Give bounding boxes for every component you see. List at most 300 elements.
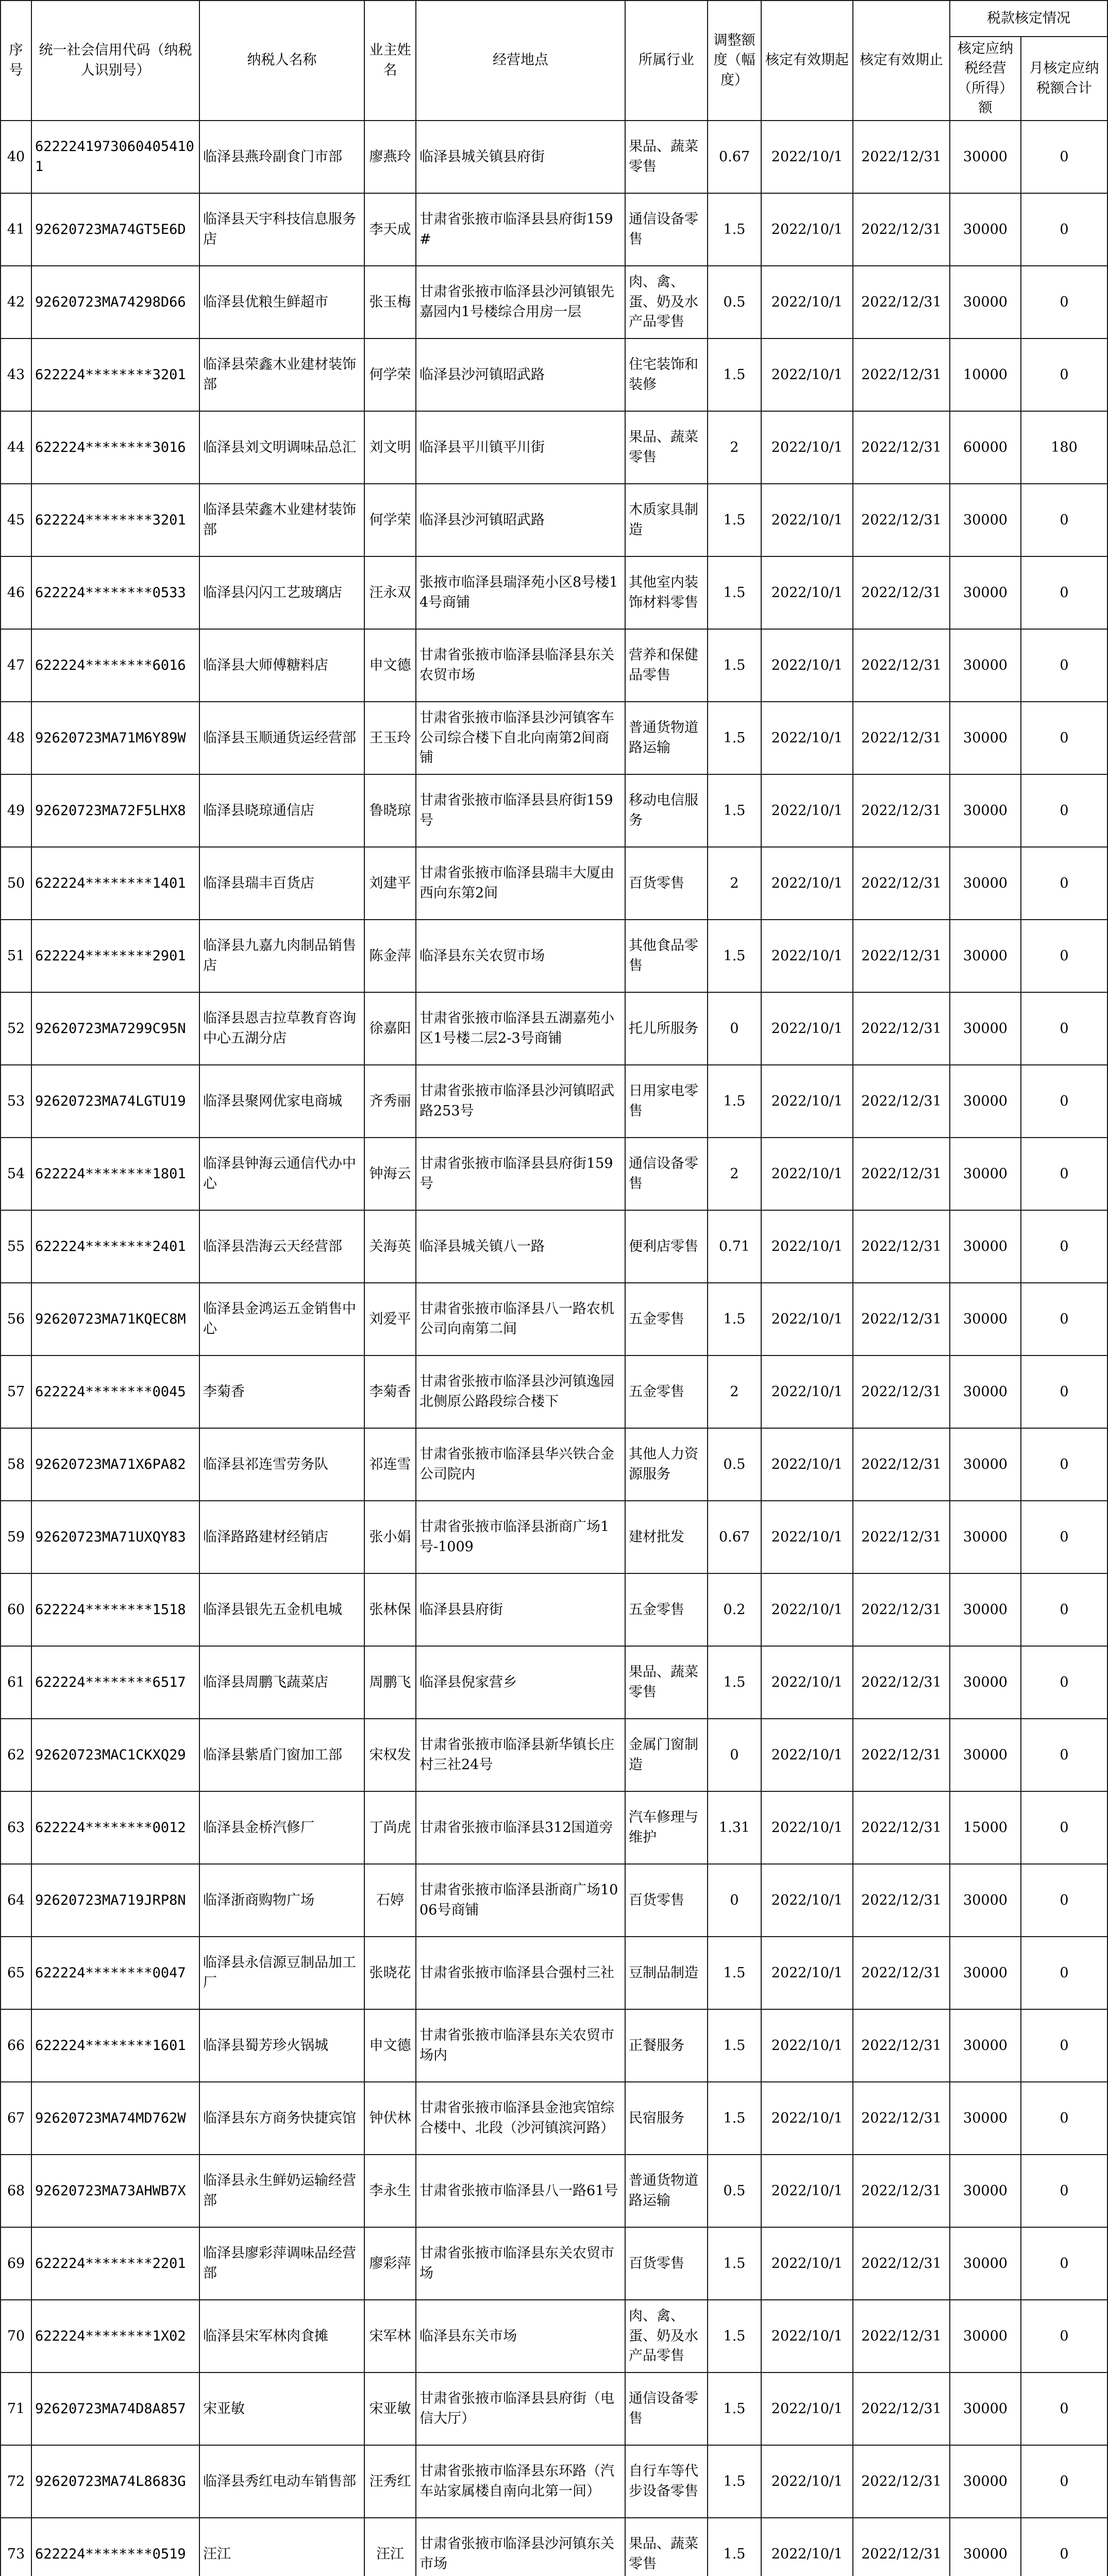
cell-valid-from: 2022/10/1 [761,411,853,484]
cell-credit-code: 92620723MAC1CKXQ29 [31,1719,199,1791]
cell-valid-from: 2022/10/1 [761,847,853,920]
cell-taxpayer-name: 临泽县九嘉九肉制品销售店 [199,920,364,992]
cell-valid-to: 2022/12/31 [853,1428,950,1501]
cell-adjust-rate: 0.5 [708,2155,761,2227]
cell-monthly-tax: 0 [1021,121,1107,193]
cell-credit-code: 622224********1X02 [31,2300,199,2372]
cell-industry: 百货零售 [625,2227,708,2300]
cell-monthly-tax: 0 [1021,1501,1107,1573]
cell-industry: 果品、蔬菜零售 [625,2518,708,2576]
cell-industry: 果品、蔬菜零售 [625,411,708,484]
cell-taxpayer-name: 临泽县蜀芳珍火锅城 [199,2009,364,2082]
cell-address: 甘肃省张掖市临泽县县府街159# [416,193,625,266]
cell-valid-to: 2022/12/31 [853,992,950,1065]
cell-assessed-revenue: 30000 [950,1719,1021,1791]
cell-adjust-rate: 1.5 [708,2518,761,2576]
cell-owner-name: 廖燕玲 [364,121,416,193]
header-row-1 [1,1,1107,37]
cell-valid-from: 2022/10/1 [761,338,853,411]
cell-monthly-tax: 0 [1021,1646,1107,1719]
cell-adjust-rate: 1.5 [708,629,761,702]
table-row [1,1937,1107,2009]
cell-seq: 73 [1,2518,31,2576]
cell-valid-to: 2022/12/31 [853,266,950,338]
cell-valid-to: 2022/12/31 [853,2227,950,2300]
cell-seq: 63 [1,1791,31,1864]
cell-credit-code: 622224********6517 [31,1646,199,1719]
table-row [1,629,1107,702]
cell-address: 甘肃省张掖市临泽县东关农贸市场内 [416,2009,625,2082]
table-row [1,1791,1107,1864]
cell-assessed-revenue: 30000 [950,1283,1021,1355]
table-row [1,121,1107,193]
table-row [1,411,1107,484]
cell-valid-to: 2022/12/31 [853,1283,950,1355]
table-header [1,1,1107,121]
cell-address: 甘肃省张掖市临泽县合强村三社 [416,1937,625,2009]
cell-valid-from: 2022/10/1 [761,1791,853,1864]
cell-owner-name: 齐秀丽 [364,1065,416,1138]
cell-assessed-revenue: 30000 [950,774,1021,847]
table-row [1,193,1107,266]
cell-owner-name: 徐嘉阳 [364,992,416,1065]
table-row [1,484,1107,556]
cell-valid-from: 2022/10/1 [761,1573,853,1646]
cell-address: 甘肃省张掖市临泽县县府街（电信大厅） [416,2372,625,2445]
cell-adjust-rate: 1.5 [708,2300,761,2372]
cell-valid-from: 2022/10/1 [761,193,853,266]
header-adjust-rate: 调整额度（幅度） [708,1,761,121]
table-row [1,920,1107,992]
cell-taxpayer-name: 临泽县周鹏飞蔬菜店 [199,1646,364,1719]
cell-adjust-rate: 2 [708,847,761,920]
cell-valid-to: 2022/12/31 [853,1138,950,1210]
cell-industry: 其他食品零售 [625,920,708,992]
cell-assessed-revenue: 30000 [950,847,1021,920]
cell-adjust-rate: 0 [708,1864,761,1937]
cell-address: 甘肃省张掖市临泽县华兴铁合金公司院内 [416,1428,625,1501]
cell-adjust-rate: 0.2 [708,1573,761,1646]
cell-address: 甘肃省张掖市临泽县312国道旁 [416,1791,625,1864]
table-row [1,338,1107,411]
cell-seq: 72 [1,2445,31,2518]
table-row [1,1719,1107,1791]
cell-credit-code: 622224********0533 [31,556,199,629]
table-row [1,1573,1107,1646]
cell-address: 甘肃省张掖市临泽县沙河镇东关市场 [416,2518,625,2576]
cell-assessed-revenue: 30000 [950,702,1021,774]
cell-industry: 移动电信服务 [625,774,708,847]
cell-owner-name: 何学荣 [364,338,416,411]
cell-valid-to: 2022/12/31 [853,1791,950,1864]
cell-address: 甘肃省张掖市临泽县浙商广场1006号商铺 [416,1864,625,1937]
table-row [1,2300,1107,2372]
cell-valid-to: 2022/12/31 [853,2518,950,2576]
cell-valid-to: 2022/12/31 [853,2009,950,2082]
cell-address: 临泽县东关农贸市场 [416,920,625,992]
cell-owner-name: 石婷 [364,1864,416,1937]
cell-valid-from: 2022/10/1 [761,2155,853,2227]
cell-seq: 55 [1,1210,31,1283]
cell-monthly-tax: 0 [1021,629,1107,702]
cell-seq: 45 [1,484,31,556]
cell-valid-from: 2022/10/1 [761,2227,853,2300]
cell-adjust-rate: 1.5 [708,702,761,774]
cell-seq: 49 [1,774,31,847]
cell-adjust-rate: 1.5 [708,1937,761,2009]
cell-assessed-revenue: 30000 [950,1573,1021,1646]
cell-valid-from: 2022/10/1 [761,774,853,847]
cell-assessed-revenue: 30000 [950,484,1021,556]
cell-assessed-revenue: 30000 [950,266,1021,338]
cell-credit-code: 622224********3201 [31,338,199,411]
cell-valid-to: 2022/12/31 [853,2155,950,2227]
cell-taxpayer-name: 临泽县瑞丰百货店 [199,847,364,920]
table-row [1,1355,1107,1428]
cell-valid-from: 2022/10/1 [761,1428,853,1501]
header-valid-from: 核定有效期起 [761,1,853,121]
header-monthly-tax-total: 月核定应纳税额合计 [1021,37,1107,121]
cell-industry: 五金零售 [625,1283,708,1355]
cell-taxpayer-name: 李菊香 [199,1355,364,1428]
cell-adjust-rate: 0 [708,1719,761,1791]
cell-address: 甘肃省张掖市临泽县沙河镇客车公司综合楼下自北向南第2间商铺 [416,702,625,774]
cell-adjust-rate: 1.5 [708,1646,761,1719]
cell-address: 甘肃省张掖市临泽县瑞丰大厦由西向东第2间 [416,847,625,920]
cell-monthly-tax: 0 [1021,2082,1107,2155]
cell-valid-to: 2022/12/31 [853,484,950,556]
cell-credit-code: 92620723MA73AHWB7X [31,2155,199,2227]
cell-valid-to: 2022/12/31 [853,2082,950,2155]
cell-assessed-revenue: 30000 [950,629,1021,702]
cell-taxpayer-name: 临泽县廖彩萍调味品经营部 [199,2227,364,2300]
cell-monthly-tax: 0 [1021,1283,1107,1355]
cell-address: 甘肃省张掖市临泽县县府街159号 [416,1138,625,1210]
table-row [1,1065,1107,1138]
cell-owner-name: 张晓花 [364,1937,416,2009]
cell-valid-to: 2022/12/31 [853,193,950,266]
cell-valid-to: 2022/12/31 [853,121,950,193]
header-seq: 序号 [1,1,31,121]
cell-seq: 41 [1,193,31,266]
cell-industry: 普通货物道路运输 [625,2155,708,2227]
cell-taxpayer-name: 临泽县东方商务快捷宾馆 [199,2082,364,2155]
cell-credit-code: 622224********0012 [31,1791,199,1864]
cell-monthly-tax: 0 [1021,992,1107,1065]
cell-valid-from: 2022/10/1 [761,1646,853,1719]
cell-seq: 57 [1,1355,31,1428]
cell-taxpayer-name: 临泽县永信源豆制品加工厂 [199,1937,364,2009]
cell-assessed-revenue: 30000 [950,1501,1021,1573]
cell-address: 甘肃省张掖市临泽县沙河镇逸园北侧原公路段综合楼下 [416,1355,625,1428]
cell-credit-code: 92620723MA71M6Y89W [31,702,199,774]
cell-monthly-tax: 0 [1021,920,1107,992]
cell-industry: 果品、蔬菜零售 [625,121,708,193]
cell-valid-from: 2022/10/1 [761,266,853,338]
cell-monthly-tax: 180 [1021,411,1107,484]
cell-taxpayer-name: 临泽县天宇科技信息服务店 [199,193,364,266]
cell-valid-to: 2022/12/31 [853,629,950,702]
cell-industry: 通信设备零售 [625,2372,708,2445]
cell-taxpayer-name: 临泽县闪闪工艺玻璃店 [199,556,364,629]
cell-adjust-rate: 1.5 [708,2227,761,2300]
table-row [1,2009,1107,2082]
cell-assessed-revenue: 30000 [950,1864,1021,1937]
cell-credit-code: 92620723MA74LGTU19 [31,1065,199,1138]
cell-taxpayer-name: 临泽县永生鲜奶运输经营部 [199,2155,364,2227]
cell-seq: 50 [1,847,31,920]
cell-taxpayer-name: 临泽浙商购物广场 [199,1864,364,1937]
cell-credit-code: 622224********0519 [31,2518,199,2576]
header-credit-code: 统一社会信用代码（纳税人识别号） [31,1,199,121]
cell-address: 甘肃省张掖市临泽县金池宾馆综合楼中、北段（沙河镇滨河路） [416,2082,625,2155]
cell-valid-to: 2022/12/31 [853,1501,950,1573]
cell-adjust-rate: 0.67 [708,1501,761,1573]
cell-adjust-rate: 1.5 [708,1283,761,1355]
cell-monthly-tax: 0 [1021,1065,1107,1138]
cell-address: 甘肃省张掖市临泽县八一路农机公司向南第二间 [416,1283,625,1355]
cell-taxpayer-name: 临泽县祁连雪劳务队 [199,1428,364,1501]
cell-industry: 木质家具制造 [625,484,708,556]
cell-taxpayer-name: 临泽县秀红电动车销售部 [199,2445,364,2518]
cell-taxpayer-name: 临泽县荣鑫木业建材装饰部 [199,484,364,556]
cell-valid-from: 2022/10/1 [761,920,853,992]
cell-monthly-tax: 0 [1021,266,1107,338]
cell-valid-to: 2022/12/31 [853,1937,950,2009]
cell-credit-code: 92620723MA74GT5E6D [31,193,199,266]
cell-credit-code: 622224********2401 [31,1210,199,1283]
header-tax-assessment-group: 税款核定情况 [950,1,1107,37]
cell-taxpayer-name: 临泽县浩海云天经营部 [199,1210,364,1283]
cell-owner-name: 申文德 [364,2009,416,2082]
cell-adjust-rate: 1.5 [708,338,761,411]
cell-address: 甘肃省张掖市临泽县沙河镇银先嘉园内1号楼综合用房一层 [416,266,625,338]
cell-credit-code: 622224********1601 [31,2009,199,2082]
cell-seq: 43 [1,338,31,411]
cell-owner-name: 宋亚敏 [364,2372,416,2445]
cell-adjust-rate: 2 [708,1138,761,1210]
cell-taxpayer-name: 宋亚敏 [199,2372,364,2445]
cell-credit-code: 622224********3016 [31,411,199,484]
cell-valid-from: 2022/10/1 [761,2445,853,2518]
cell-credit-code: 62222419730604054101 [31,121,199,193]
table-row [1,1646,1107,1719]
cell-owner-name: 刘文明 [364,411,416,484]
cell-credit-code: 622224********1801 [31,1138,199,1210]
cell-industry: 百货零售 [625,1864,708,1937]
cell-industry: 五金零售 [625,1355,708,1428]
cell-seq: 54 [1,1138,31,1210]
cell-credit-code: 622224********2901 [31,920,199,992]
cell-seq: 58 [1,1428,31,1501]
cell-assessed-revenue: 10000 [950,338,1021,411]
cell-owner-name: 刘爱平 [364,1283,416,1355]
cell-assessed-revenue: 30000 [950,2372,1021,2445]
cell-taxpayer-name: 临泽县荣鑫木业建材装饰部 [199,338,364,411]
cell-monthly-tax: 0 [1021,1864,1107,1937]
cell-monthly-tax: 0 [1021,338,1107,411]
cell-owner-name: 钟海云 [364,1138,416,1210]
cell-valid-to: 2022/12/31 [853,2372,950,2445]
cell-owner-name: 李菊香 [364,1355,416,1428]
cell-address: 甘肃省张掖市临泽县东关农贸市场 [416,2227,625,2300]
cell-owner-name: 汪江 [364,2518,416,2576]
cell-seq: 62 [1,1719,31,1791]
cell-assessed-revenue: 30000 [950,2445,1021,2518]
cell-seq: 65 [1,1937,31,2009]
cell-industry: 通信设备零售 [625,193,708,266]
cell-assessed-revenue: 30000 [950,2155,1021,2227]
cell-address: 临泽县城关镇县府街 [416,121,625,193]
cell-adjust-rate: 2 [708,411,761,484]
cell-adjust-rate: 1.5 [708,2445,761,2518]
cell-address: 临泽县平川镇平川街 [416,411,625,484]
cell-industry: 金属门窗制造 [625,1719,708,1791]
cell-owner-name: 廖彩萍 [364,2227,416,2300]
cell-monthly-tax: 0 [1021,1791,1107,1864]
cell-valid-to: 2022/12/31 [853,774,950,847]
cell-taxpayer-name: 临泽县银先五金机电城 [199,1573,364,1646]
cell-assessed-revenue: 30000 [950,121,1021,193]
cell-credit-code: 92620723MA71X6PA82 [31,1428,199,1501]
cell-industry: 普通货物道路运输 [625,702,708,774]
cell-monthly-tax: 0 [1021,1210,1107,1283]
cell-owner-name: 陈金萍 [364,920,416,992]
cell-owner-name: 宋权发 [364,1719,416,1791]
cell-credit-code: 92620723MA74D8A857 [31,2372,199,2445]
cell-owner-name: 宋军林 [364,2300,416,2372]
table-row [1,556,1107,629]
cell-credit-code: 92620723MA7299C95N [31,992,199,1065]
cell-owner-name: 何学荣 [364,484,416,556]
cell-valid-from: 2022/10/1 [761,2300,853,2372]
cell-valid-from: 2022/10/1 [761,2372,853,2445]
cell-industry: 营养和保健品零售 [625,629,708,702]
cell-credit-code: 622224********1518 [31,1573,199,1646]
cell-adjust-rate: 0.5 [708,266,761,338]
cell-taxpayer-name: 临泽县大师傅糖料店 [199,629,364,702]
cell-assessed-revenue: 30000 [950,1210,1021,1283]
cell-assessed-revenue: 30000 [950,2009,1021,2082]
cell-taxpayer-name: 临泽县刘文明调味品总汇 [199,411,364,484]
cell-assessed-revenue: 30000 [950,920,1021,992]
header-assessed-revenue: 核定应纳税经营（所得）额 [950,37,1021,121]
cell-valid-from: 2022/10/1 [761,629,853,702]
cell-valid-from: 2022/10/1 [761,702,853,774]
cell-valid-from: 2022/10/1 [761,2082,853,2155]
cell-valid-to: 2022/12/31 [853,847,950,920]
header-taxpayer-name: 纳税人名称 [199,1,364,121]
cell-assessed-revenue: 30000 [950,193,1021,266]
cell-adjust-rate: 0.5 [708,1428,761,1501]
cell-adjust-rate: 1.5 [708,774,761,847]
cell-credit-code: 92620723MA74MD762W [31,2082,199,2155]
cell-credit-code: 92620723MA719JRP8N [31,1864,199,1937]
cell-monthly-tax: 0 [1021,1428,1107,1501]
cell-industry: 五金零售 [625,1573,708,1646]
cell-owner-name: 汪秀红 [364,2445,416,2518]
cell-valid-to: 2022/12/31 [853,1719,950,1791]
cell-owner-name: 丁尚虎 [364,1791,416,1864]
cell-assessed-revenue: 15000 [950,1791,1021,1864]
cell-valid-to: 2022/12/31 [853,1646,950,1719]
cell-valid-to: 2022/12/31 [853,920,950,992]
cell-taxpayer-name: 临泽县金桥汽修厂 [199,1791,364,1864]
cell-owner-name: 鲁晓琼 [364,774,416,847]
cell-assessed-revenue: 30000 [950,2518,1021,2576]
header-address: 经营地点 [416,1,625,121]
cell-assessed-revenue: 30000 [950,1428,1021,1501]
cell-assessed-revenue: 30000 [950,1646,1021,1719]
cell-monthly-tax: 0 [1021,847,1107,920]
cell-valid-to: 2022/12/31 [853,1355,950,1428]
cell-taxpayer-name: 临泽县燕玲副食门市部 [199,121,364,193]
cell-taxpayer-name: 汪江 [199,2518,364,2576]
cell-seq: 42 [1,266,31,338]
cell-seq: 60 [1,1573,31,1646]
cell-assessed-revenue: 30000 [950,1138,1021,1210]
cell-seq: 67 [1,2082,31,2155]
cell-industry: 通信设备零售 [625,1138,708,1210]
table-row [1,2372,1107,2445]
cell-valid-from: 2022/10/1 [761,484,853,556]
cell-owner-name: 李天成 [364,193,416,266]
cell-valid-from: 2022/10/1 [761,1210,853,1283]
cell-address: 张掖市临泽县瑞泽苑小区8号楼14号商铺 [416,556,625,629]
cell-taxpayer-name: 临泽县宋军林肉食摊 [199,2300,364,2372]
cell-monthly-tax: 0 [1021,2372,1107,2445]
table-row [1,266,1107,338]
cell-valid-from: 2022/10/1 [761,1864,853,1937]
cell-valid-from: 2022/10/1 [761,1937,853,2009]
cell-monthly-tax: 0 [1021,193,1107,266]
cell-valid-to: 2022/12/31 [853,1065,950,1138]
cell-credit-code: 92620723MA71UXQY83 [31,1501,199,1573]
cell-credit-code: 92620723MA71KQEC8M [31,1283,199,1355]
cell-owner-name: 申文德 [364,629,416,702]
cell-assessed-revenue: 30000 [950,556,1021,629]
cell-monthly-tax: 0 [1021,2300,1107,2372]
cell-valid-from: 2022/10/1 [761,1283,853,1355]
cell-valid-from: 2022/10/1 [761,1719,853,1791]
cell-valid-to: 2022/12/31 [853,2445,950,2518]
cell-address: 甘肃省张掖市临泽县浙商广场1号-1009 [416,1501,625,1573]
cell-owner-name: 李永生 [364,2155,416,2227]
cell-taxpayer-name: 临泽县紫盾门窗加工部 [199,1719,364,1791]
cell-address: 甘肃省张掖市临泽县县府街159号 [416,774,625,847]
cell-assessed-revenue: 30000 [950,992,1021,1065]
header-industry: 所属行业 [625,1,708,121]
cell-credit-code: 622224********3201 [31,484,199,556]
cell-adjust-rate: 0.67 [708,121,761,193]
cell-taxpayer-name: 临泽县钟海云通信代办中心 [199,1138,364,1210]
cell-industry: 正餐服务 [625,2009,708,2082]
table-row [1,2518,1107,2576]
cell-address: 临泽县县府街 [416,1573,625,1646]
table-row [1,1283,1107,1355]
cell-adjust-rate: 0 [708,992,761,1065]
cell-taxpayer-name: 临泽县聚网优家电商城 [199,1065,364,1138]
cell-assessed-revenue: 30000 [950,1355,1021,1428]
cell-seq: 52 [1,992,31,1065]
cell-valid-to: 2022/12/31 [853,556,950,629]
cell-industry: 住宅装饰和装修 [625,338,708,411]
cell-seq: 69 [1,2227,31,2300]
cell-owner-name: 张玉梅 [364,266,416,338]
cell-valid-to: 2022/12/31 [853,1210,950,1283]
cell-adjust-rate: 1.31 [708,1791,761,1864]
cell-industry: 百货零售 [625,847,708,920]
